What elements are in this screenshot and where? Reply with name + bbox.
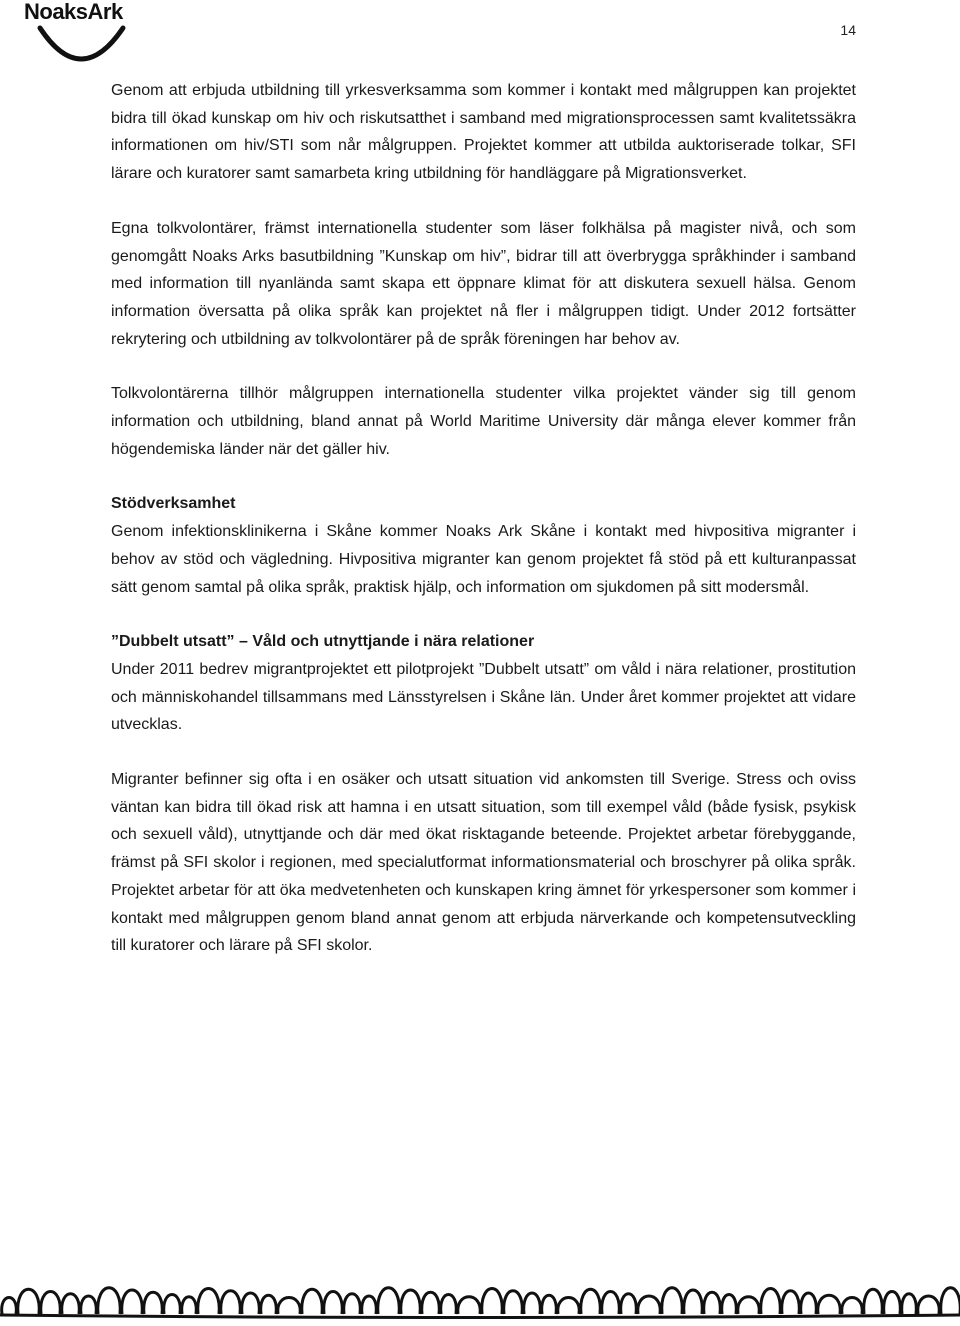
footer-baseline xyxy=(0,1315,960,1318)
paragraph-students: Tolkvolontärerna tillhör målgruppen internationella studenter vilka projektet vänder sig till genom information och utbildning, bland annat på World Maritime University där många elever kommer från högendemiska länder när det gäller hiv. xyxy=(111,385,856,458)
ark-icon xyxy=(34,20,129,62)
footer-loop xyxy=(818,1295,840,1314)
footer-loop xyxy=(458,1297,480,1314)
logo-text: NoaksArk xyxy=(24,0,123,24)
footer-loop xyxy=(558,1298,579,1315)
noaks-ark-logo xyxy=(24,2,134,62)
footer-loop xyxy=(441,1295,457,1315)
footer-loop xyxy=(602,1292,620,1315)
footer-loop xyxy=(344,1294,361,1314)
footer-loop xyxy=(182,1297,197,1314)
paragraph-education: Genom att erbjuda utbildning till yrkesverksamma som kommer i kontakt med målgruppen kan projektet bidra till ökad kunskap om hiv och riskutsatthet i samband med migrationsprocessen samt kvalitetssäkra informationen om hiv/STI som når målgruppen. Projektet kommer att utbilda auktoriserade tolkar, SFI lärare och kuratorer samt samarbeta kring utbildning för handläggare på Migrationsverket. xyxy=(111,82,856,183)
footer-loop xyxy=(941,1288,960,1314)
footer-loop xyxy=(524,1293,541,1314)
page-number: 14 xyxy=(840,22,856,38)
footer-loop xyxy=(662,1288,682,1314)
footer-loop xyxy=(2,1298,17,1315)
footer-loop xyxy=(738,1297,759,1314)
footer-loop xyxy=(378,1288,399,1314)
paragraph-pilot-project: Under 2011 bedrev migrantprojektet ett pilotprojekt ”Dubbelt utsatt” om våld i nära relationer, prostitution och människohandel tillsammans med Länsstyrelsen i Skåne län. Under året kommer projektet att vidare utvecklas. xyxy=(111,660,856,734)
footer-loop xyxy=(401,1290,421,1314)
footer-loop xyxy=(41,1292,61,1315)
footer-loop xyxy=(581,1289,601,1314)
footer-loop xyxy=(684,1290,703,1314)
footer-loop xyxy=(362,1296,377,1314)
footer-loop xyxy=(221,1291,241,1314)
footer-loop xyxy=(638,1296,660,1314)
footer-loop xyxy=(621,1294,637,1314)
footer-loop xyxy=(144,1292,163,1314)
footer-loop xyxy=(801,1293,817,1314)
footer-loop xyxy=(18,1289,39,1314)
footer-loop xyxy=(704,1292,721,1314)
document-body xyxy=(111,77,856,987)
paragraph-volunteers: Egna tolkvolontärer, främst internationella studenter som läser folkhälsa på magister nivå, och som genomgått Noaks Arks basutbildning ”Kunskap om hiv”, bidrar till att överbrygga språkhinder i samband med information till nyanlända samt skapa ett öppnare klimat för att diskutera sexuell hälsa. Genom information översatta på olika språk kan projektet nå fler i målgruppen tidigt. Under 2012 fortsätter rekrytering och utbildning av tolkvolontärer på de språk föreningen har behov av. xyxy=(111,219,856,348)
heading-support: Stödverksamhet xyxy=(111,495,236,513)
footer-loop xyxy=(482,1289,502,1315)
paragraph-support: Genom infektionsklinikerna i Skåne kommer Noaks Ark Skåne i kontakt med hivpositiva migranter i behov av stöd och vägledning. Hivpositiva migranter kan genom projektet få stöd på ett kulturanpassat sätt genom samtal på olika språk, praktisk hjälp, och information om sjukdomen på sitt modersmål. xyxy=(111,523,856,596)
footer-loop xyxy=(902,1294,917,1314)
footer-loop xyxy=(81,1296,97,1314)
footer-loop xyxy=(242,1293,260,1314)
footer-loop xyxy=(98,1288,120,1314)
footer-loop xyxy=(302,1289,322,1314)
decorative-footer-pattern xyxy=(0,1262,960,1326)
footer-loop xyxy=(504,1291,523,1314)
heading-double-exposed: ”Dubbelt utsatt” – Våld och utnyttjande i nära relationer xyxy=(111,633,535,651)
footer-loop xyxy=(422,1292,440,1314)
paragraph-migrants: Migranter befinner sig ofta i en osäker och utsatt situation vid ankomsten till Sverige. Stress och oviss väntan kan bidra till ökad risk att hamna i en utsatt situation, som till exempel våld (både fysisk, psykisk och sexuell våld), utnyttjande och där med ökat risktagande beteende. Projektet arbetar förebyggande, främst på SFI skolor i regionen, med specialutformat informationsmaterial och broschyrer på olika språk. Projektet arbetar för att öka medvetenheten och kunskapen kring ämnet för yrkespersoner som kommer i kontakt med målgruppen genom bland annat genom att erbjuda närverkande och kompetensutveckling till kuratorer och lärare på SFI skolor. xyxy=(111,771,856,955)
footer-loop xyxy=(164,1295,181,1315)
footer-loop xyxy=(842,1298,862,1315)
footer-loop xyxy=(864,1289,883,1314)
footer-loop xyxy=(62,1294,80,1314)
footer-loop xyxy=(261,1295,277,1314)
footer-loop xyxy=(198,1289,219,1315)
footer-loop xyxy=(278,1298,300,1315)
footer-loop xyxy=(122,1290,142,1314)
footer-loop xyxy=(761,1289,781,1315)
footer-loop xyxy=(782,1291,800,1314)
footer-loop xyxy=(324,1292,343,1315)
footer-loop xyxy=(884,1292,901,1315)
footer-loop xyxy=(918,1296,939,1314)
footer-loop xyxy=(542,1295,557,1314)
footer-loop xyxy=(722,1295,737,1315)
